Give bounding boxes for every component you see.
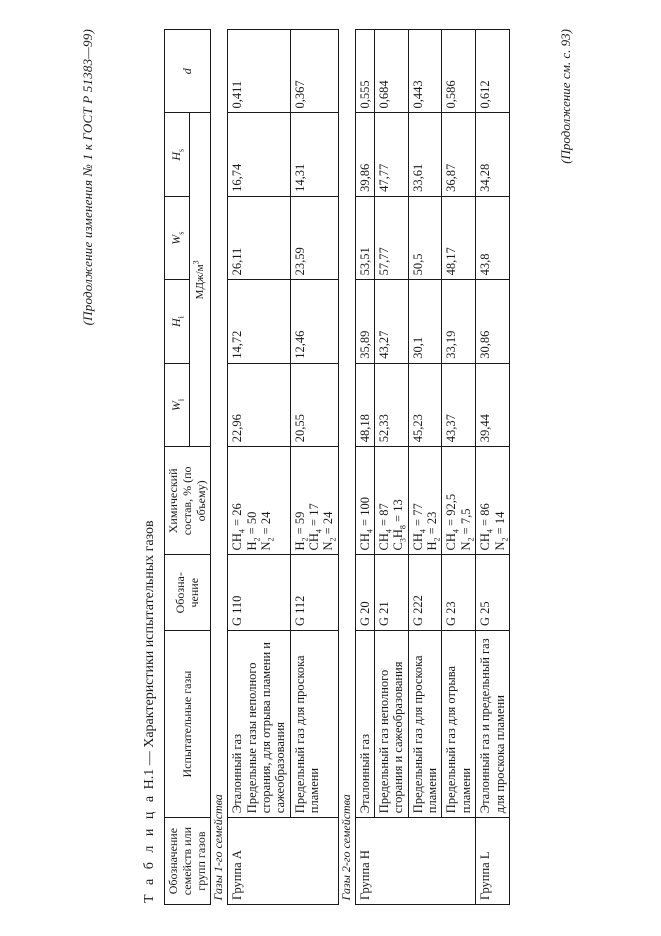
value-hs: 16,74 [228,113,291,196]
value-ws: 43,8 [476,196,510,279]
table-row [374,30,408,905]
formula-text: H [244,541,259,551]
value-ws: 57,77 [374,196,408,279]
designation: G 222 [408,555,442,631]
formula-subscript: 4 [451,529,461,534]
value-ws: 53,51 [355,196,374,279]
formula-subscript: 2 [252,537,262,542]
header-unit: МДж/$м^3$ [190,113,211,447]
value-hi: 30,86 [476,280,510,363]
composition-cell [442,447,476,555]
designation: G 110 [228,555,291,631]
formula-subscript: 2 [266,537,276,542]
header-designation: Обозна-чение [165,555,211,631]
formula-subscript: 4 [384,529,394,534]
test-gas-cell [355,631,374,818]
composition-line [458,451,476,551]
formula-text: N [458,541,473,551]
composition-cell [476,447,510,555]
formula-text: = 77 [410,503,425,530]
value-d: 0,612 [476,30,510,113]
value-hi: 14,72 [228,280,291,363]
composition-line [425,451,442,551]
value-wi: 22,96 [228,363,291,446]
composition-line [230,451,247,551]
caption-title: Характеристики испытательных газов [142,520,157,748]
value-hs: 33,61 [408,113,442,196]
formula-subscript: 3 [398,538,408,543]
test-gas-cell [476,631,510,818]
formula-text: = 86 [478,503,493,530]
value-wi: 48,18 [355,363,374,446]
section-title: Газы 1-го семейства [211,30,228,905]
formula-text: CH [376,533,391,551]
composition-line [410,451,428,551]
composition-line [478,451,495,551]
value-d: 0,411 [228,30,291,113]
formula-text: CH [357,533,372,551]
composition-line [321,451,338,551]
test-gas-name: Предельный газ для отрыва пламени [444,665,473,814]
table-caption [142,520,158,903]
value-hi: 43,27 [374,280,408,363]
designation: G 20 [355,555,374,631]
composition-line [307,451,324,551]
value-hs: 47,77 [374,113,408,196]
formula-text: = 7,5 [458,508,473,538]
formula-subscript: 2 [466,537,476,542]
formula-text: = 14 [492,511,507,538]
test-gas-name: Эталонный газ [230,733,245,814]
formula-text: = 13 [391,499,406,526]
test-gas-name: Эталонный газ [357,733,372,814]
rotated-content [80,29,580,905]
formula-text: N [321,541,336,551]
test-gas-name: Эталонный газ и предельный газ для проскока пламени [478,638,507,814]
value-hs: 39,86 [355,113,374,196]
composition-line [292,451,310,551]
composition-line [376,451,394,551]
value-d: 0,367 [290,30,338,113]
composition-line [391,451,408,551]
value-hs: 34,28 [476,113,510,196]
formula-subscript: 2 [500,537,510,542]
formula-text: = 87 [376,503,391,530]
formula-text: C [391,542,406,551]
composition-cell [408,447,442,555]
table-row [355,30,374,905]
value-ws: 48,17 [442,196,476,279]
header-d: d [165,30,211,113]
formula-text: = 100 [357,497,372,530]
value-wi: 45,23 [408,363,442,446]
composition-cell [228,447,291,555]
continuation-footer-note: (Продолжение см. с. 93) [558,29,573,164]
formula-text: N [492,541,507,551]
table-row [228,30,291,905]
composition-cell [374,447,408,555]
test-gas-cell [442,631,476,818]
formula-text: CH [478,533,493,551]
designation: G 25 [476,555,510,631]
continuation-header-note: (Продолжение изменения № 1 к ГОСТ Р 51383—99) [80,29,95,326]
formula-text: = 26 [230,503,245,530]
formula-text: = 24 [258,511,273,538]
value-ws: 23,59 [290,196,338,279]
header-hs: $H_s$ [165,113,190,196]
header-wi: $W_i$ [165,363,190,446]
composition-line [244,451,262,551]
value-wi: 39,44 [476,363,510,446]
section-row [211,30,228,905]
formula-text: = 59 [292,511,307,538]
formula-subscript: 4 [314,529,324,534]
formula-subscript: 8 [398,525,408,530]
header-test-gases: Испытательные газы [165,631,211,818]
value-d: 0,443 [408,30,442,113]
value-hi: 12,46 [290,280,338,363]
formula-text: H [425,541,440,551]
formula-text: H [292,541,307,551]
test-gas-cell [290,631,338,818]
group-family: Группа Н [355,818,476,905]
designation: G 21 [374,555,408,631]
formula-subscript: 4 [418,529,428,534]
formula-text: = 17 [307,503,322,530]
value-hi: 33,19 [442,280,476,363]
value-ws: 26,11 [228,196,291,279]
composition-cell [355,447,374,555]
test-gas-name: Предельный газ неполного сгорания и сажеобразования [376,661,406,814]
designation: G 23 [442,555,476,631]
composition-cell [290,447,338,555]
formula-subscript: 2 [328,537,338,542]
header-hi: $H_i$ [165,280,190,363]
value-d: 0,684 [374,30,408,113]
formula-text: = 24 [321,511,336,538]
formula-text: H [391,529,406,539]
table-body [211,30,510,905]
value-wi: 43,37 [442,363,476,446]
caption-dash: — [142,751,157,766]
caption-number: Н.1 [142,768,157,790]
header-row [165,30,190,905]
test-gas-name: Предельный газ для проскока пламени [292,655,322,814]
composition-line [357,451,375,551]
formula-subscript: 4 [485,529,495,534]
table-row [408,30,442,905]
formula-text: CH [307,533,322,551]
test-gas-cell [228,631,291,818]
value-wi: 20,55 [290,363,338,446]
formula-subscript: 2 [300,537,310,542]
designation: G 112 [290,555,338,631]
caption-prefix: Т а б л и ц а [142,792,157,903]
value-hs: 14,31 [290,113,338,196]
formula-text: = 92,5 [444,493,459,530]
table-row [290,30,338,905]
value-hs: 36,87 [442,113,476,196]
test-gas-cell [374,631,408,818]
formula-text: = 50 [244,511,259,538]
formula-text: CH [410,533,425,551]
formula-text: = 23 [425,511,440,538]
group-family: Группа L [476,818,510,905]
section-row [338,30,355,905]
value-d: 0,586 [442,30,476,113]
composition-line [444,451,461,551]
test-gas-name: Предельные газы неполного сгорания, для отрыва пламени и сажеобразования [244,642,288,814]
header-family: Обозначение семейств или групп газов [165,818,211,905]
formula-text: CH [444,533,459,551]
header-ws: $W_s$ [165,196,190,279]
formula-subscript: 4 [365,529,375,534]
value-hi: 30,1 [408,280,442,363]
value-hi: 35,89 [355,280,374,363]
test-gas-name: Предельный газ для проскока пламени [410,655,440,814]
header-composition: Химический состав, % (по объему) [165,447,211,555]
value-ws: 50,5 [408,196,442,279]
formula-text: CH [230,533,245,551]
group-family: Группа А [228,818,339,905]
value-d: 0,555 [355,30,374,113]
formula-text: N [258,541,273,551]
formula-subscript: 2 [432,537,442,542]
composition-line [258,451,276,551]
section-title: Газы 2-го семейства [338,30,355,905]
table-row [442,30,476,905]
table-row [476,30,510,905]
test-gas-cell [408,631,442,818]
value-wi: 52,33 [374,363,408,446]
formula-subscript: 4 [237,529,247,534]
gas-characteristics-table [164,29,510,905]
composition-line [492,451,510,551]
